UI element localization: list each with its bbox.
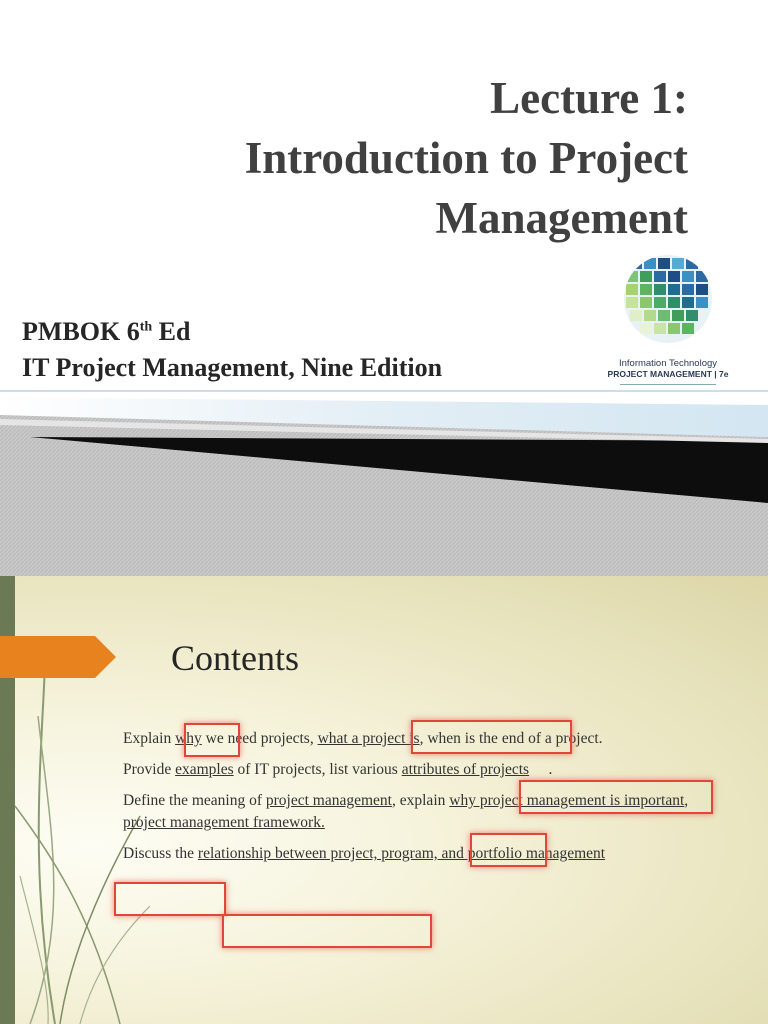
list-item: Explain why we need projects, what a project is, when is the end of a project. — [123, 730, 603, 747]
slide-contents — [0, 576, 768, 1024]
contents-heading: Contents — [171, 638, 300, 678]
slide-subtitle — [22, 314, 442, 386]
highlight-box — [411, 720, 572, 754]
book-title-line-1: Information Technology — [618, 358, 718, 369]
slide-footer-graphic — [0, 385, 768, 576]
highlight-box — [222, 914, 432, 948]
list-item: Provide examples of IT projects, list various attributes of projects . — [123, 761, 553, 778]
book-title-line-2: PROJECT MANAGEMENT | 7e — [607, 369, 729, 379]
orange-title-tab — [0, 636, 116, 678]
subtitle-line-1 — [22, 314, 442, 350]
title-line-1: Lecture 1: — [490, 73, 688, 123]
title-line-3: Management — [435, 193, 688, 243]
list-item: Define the meaning of project management, explain why project management is important, project management framework. — [123, 792, 689, 831]
title-line-2: Introduction to Project — [244, 133, 688, 183]
highlight-box — [470, 833, 547, 867]
highlight-box — [114, 882, 226, 916]
globe-icon — [600, 254, 736, 354]
highlight-box — [184, 723, 240, 757]
slide-title-heading — [245, 68, 688, 248]
subtitle-pmbok: PMBOK 6 — [22, 317, 140, 346]
subtitle-ed: Ed — [152, 317, 191, 346]
subtitle-line-2: IT Project Management, Nine Edition — [22, 353, 443, 382]
highlight-box — [519, 780, 713, 814]
subtitle-sup: th — [139, 319, 153, 335]
list-item: Discuss the relationship between project, program, and portfolio management — [123, 845, 606, 862]
